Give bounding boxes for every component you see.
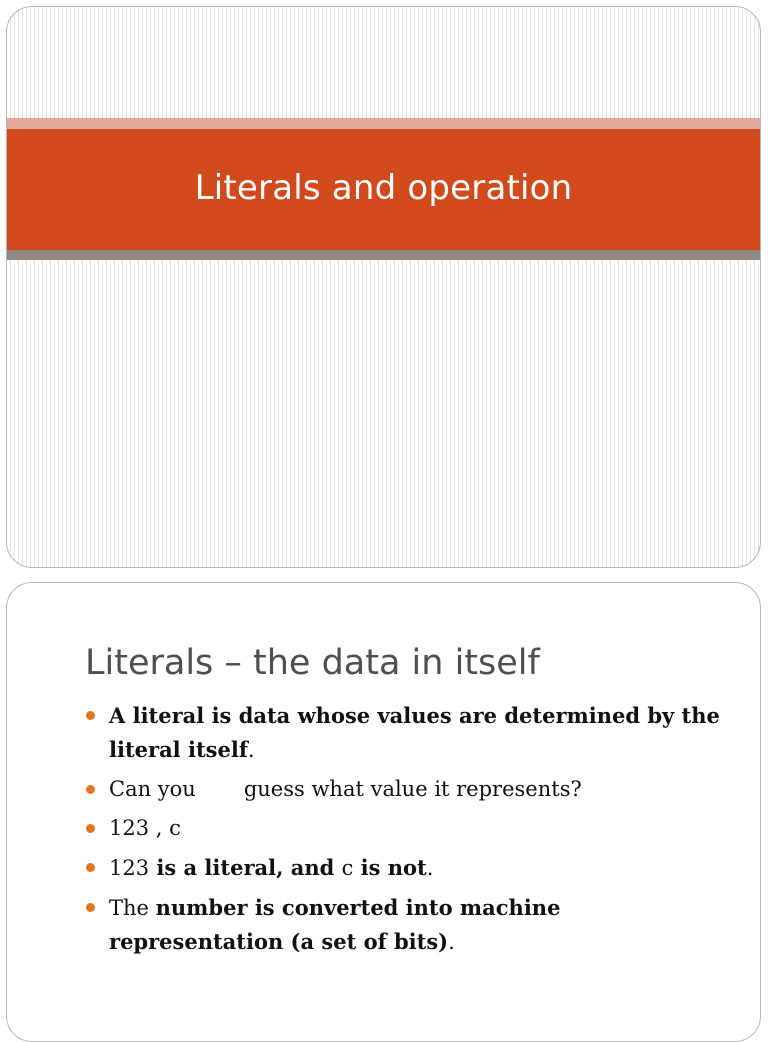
bullet-5-bold: number is converted into machine representation (a set of bits) bbox=[109, 895, 561, 954]
bullet-4-bold1: is a literal, and bbox=[149, 855, 342, 880]
bullet-1-end: . bbox=[247, 738, 255, 762]
bullet-2-part2: guess what value it represents? bbox=[243, 777, 582, 801]
bullet-4-n3: . bbox=[426, 856, 434, 880]
accent-band-gray bbox=[7, 250, 760, 260]
bullet-item-5 bbox=[85, 891, 735, 959]
bullet-icon bbox=[86, 711, 95, 720]
bullet-item-2 bbox=[85, 773, 735, 806]
bullet-5-n2: . bbox=[448, 930, 455, 954]
bullet-1-bold: A literal is data whose values are determined by the literal itself bbox=[109, 703, 720, 762]
title-slide bbox=[6, 6, 761, 568]
bullet-3-text: 123 , c bbox=[109, 816, 181, 840]
bullet-icon bbox=[86, 903, 95, 912]
content-slide bbox=[6, 582, 761, 1042]
bullet-4-n2: c bbox=[341, 856, 354, 880]
bullet-4-n1: 123 bbox=[109, 856, 150, 880]
bullet-5-n1: The bbox=[109, 896, 156, 920]
bullet-item-1 bbox=[85, 699, 735, 767]
bullet-icon bbox=[86, 863, 95, 872]
bullet-item-4 bbox=[85, 851, 735, 885]
accent-band-light bbox=[7, 118, 760, 129]
bullet-4-bold2: is not bbox=[353, 855, 427, 880]
bullet-icon bbox=[86, 824, 95, 833]
bullet-item-3 bbox=[85, 812, 735, 845]
bullet-list bbox=[85, 699, 735, 965]
slide-title: Literals and operation bbox=[194, 167, 573, 208]
content-title: Literals – the data in itself bbox=[85, 643, 540, 683]
bullet-2-part1: Can you bbox=[109, 777, 196, 801]
bullet-icon bbox=[86, 785, 95, 794]
title-band bbox=[7, 129, 760, 250]
